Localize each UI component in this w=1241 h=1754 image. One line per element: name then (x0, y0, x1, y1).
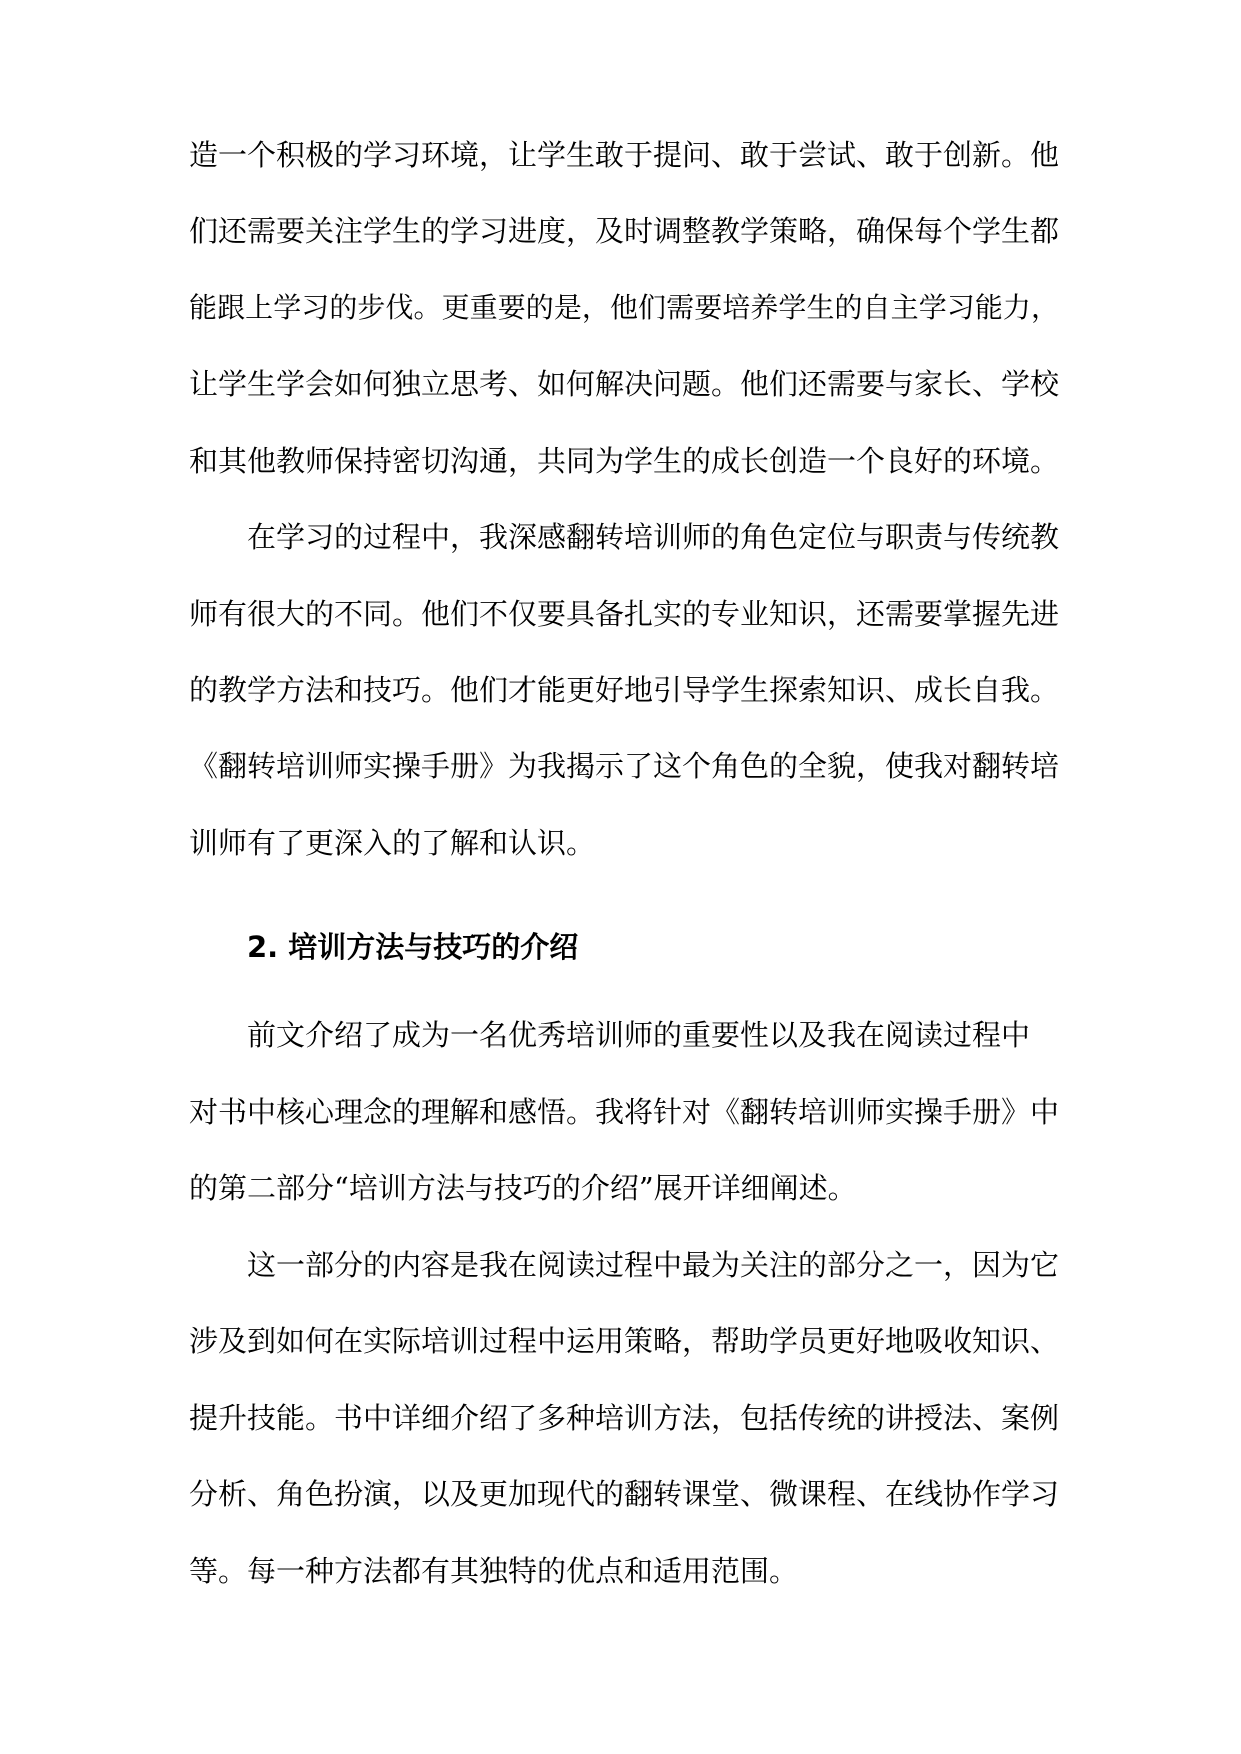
paragraph-line: 等。每一种方法都有其独特的优点和适用范围。 (189, 1554, 799, 1588)
paragraph-line: 这一部分的内容是我在阅读过程中最为关注的部分之一，因为它 (247, 1248, 1059, 1282)
paragraph-line: 的教学方法和技巧。他们才能更好地引导学生探索知识、成长自我。 (189, 673, 1059, 707)
paragraph-line: 造一个积极的学习环境，让学生敢于提问、敢于尝试、敢于创新。他 (189, 138, 1059, 172)
paragraph-line: 们还需要关注学生的学习进度，及时调整教学策略，确保每个学生都 (189, 214, 1059, 248)
paragraph-line: 能跟上学习的步伐。更重要的是，他们需要培养学生的自主学习能力， (189, 291, 1059, 324)
paragraph-line: 分析、角色扮演，以及更加现代的翻转课堂、微课程、在线协作学习 (189, 1477, 1059, 1511)
paragraph-line: 涉及到如何在实际培训过程中运用策略，帮助学员更好地吸收知识、 (189, 1324, 1059, 1358)
paragraph-line: 师有很大的不同。他们不仅要具备扎实的专业知识，还需要掌握先进 (189, 597, 1059, 631)
paragraph-line: 在学习的过程中，我深感翻转培训师的角色定位与职责与传统教 (247, 520, 1059, 554)
paragraph-line: 训师有了更深入的了解和认识。 (189, 826, 596, 860)
paragraph-line: 前文介绍了成为一名优秀培训师的重要性以及我在阅读过程中 (247, 1018, 1031, 1052)
paragraph-line: 提升技能。书中详细介绍了多种培训方法，包括传统的讲授法、案例 (189, 1401, 1059, 1435)
paragraph-line: 和其他教师保持密切沟通，共同为学生的成长创造一个良好的环境。 (189, 444, 1059, 478)
paragraph-line: 《翻转培训师实操手册》为我揭示了这个角色的全貌，使我对翻转培 (189, 749, 1059, 783)
paragraph-line: 对书中核心理念的理解和感悟。我将针对《翻转培训师实操手册》中 (189, 1095, 1059, 1129)
paragraph-line: 的第二部分“培训方法与技巧的介绍”展开详细阐述。 (189, 1171, 857, 1205)
paragraph-line: 让学生学会如何独立思考、如何解决问题。他们还需要与家长、学校 (189, 367, 1059, 401)
section-heading: 2. 培训方法与技巧的介绍 (247, 930, 579, 964)
